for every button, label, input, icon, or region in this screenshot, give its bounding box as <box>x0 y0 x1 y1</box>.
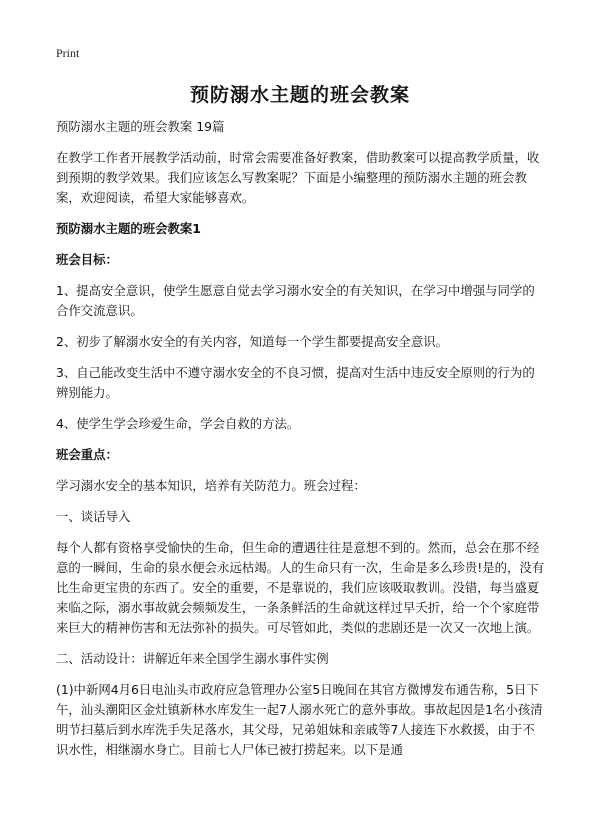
goal-item: 2、初步了解溺水安全的有关内容，知道每一个学生都要提高安全意识。 <box>56 334 448 349</box>
goal-item: 3、自己能改变生活中不遵守溺水安全的不良习惯，提高对生活中违反安全原则的行为的辨别能力。 <box>56 365 535 400</box>
focus-heading: 班会重点： <box>56 447 118 462</box>
part2-paragraph: (1)中新网4月6日电汕头市政府应急管理办公室5日晚间在其官方微博发布通告称，5日下午，汕头潮阳区金灶镇新林水库发生一起7人溺水死亡的意外事故。事故起因是1名小孩清明节扫墓后到水库洗手失足落水，其父母，兄弟姐妹和亲戚等7人接连下水救援，由于不识水性，相继溺水身亡。目前七人尸体已被打捞起来。以下是通 <box>56 682 543 757</box>
section-heading: 预防溺水主题的班会教案1 <box>56 221 201 236</box>
part1-heading: 一、谈话导入 <box>56 509 131 524</box>
print-label[interactable]: Print <box>56 46 80 60</box>
part1-paragraph: 每个人都有资格享受愉快的生命，但生命的遭遇往往是意想不到的。然而，总会在那不经意的一瞬间，生命的泉水便会永远枯竭。人的生命只有一次，生命是多么珍贵!是的，没有比生命更宝贵的东西了。安全的重要，不是靠说的，我们应该吸取教训。没错，每当盛夏来临之际，溺水事故就会频频发生，一条条鲜活的生命就这样过早夭折，给一个个家庭带来巨大的精神伤害和无法弥补的损失。可尽管如此，类似的悲剧还是一次又一次地上演。 <box>56 540 545 635</box>
goal-item: 4、使学生学会珍爱生命，学会自救的方法。 <box>56 416 300 431</box>
part2-heading: 二、活动设计：讲解近年来全国学生溺水事件实例 <box>56 651 329 666</box>
document-title: 预防溺水主题的班会教案 <box>189 84 410 106</box>
focus-text: 学习溺水安全的基本知识，培养有关防范力。班会过程： <box>56 478 366 493</box>
goal-item: 1、提高安全意识，使学生愿意自觉去学习溺水安全的有关知识，在学习中增强与同学的合作交流意识。 <box>56 283 535 318</box>
document-body <box>56 117 546 771</box>
document-subtitle: 预防溺水主题的班会教案 19篇 <box>56 119 225 134</box>
intro-paragraph: 在教学工作者开展教学活动前，时常会需要准备好教案，借助教案可以提高教学质量，收到预期的教学效果。我们应该怎么写教案呢？下面是小编整理的预防溺水主题的班会教案，欢迎阅读，希望大家能够喜欢。 <box>56 150 540 205</box>
goals-heading: 班会目标： <box>56 252 118 267</box>
